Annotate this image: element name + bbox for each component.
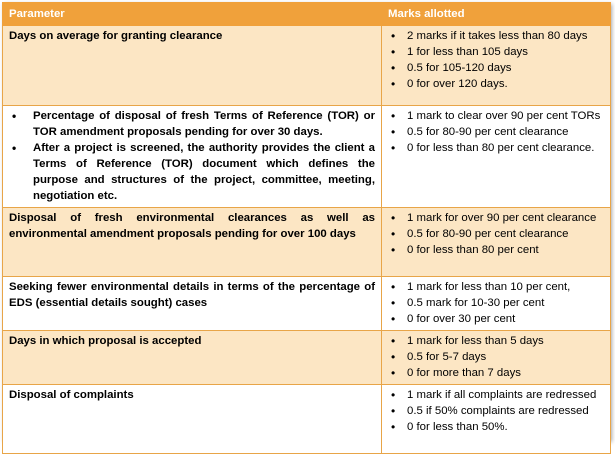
- parameter-cell: [3, 106, 382, 208]
- marks-list: [388, 210, 604, 258]
- parameter-cell: Disposal of complaints: [3, 385, 382, 454]
- marks-list: [388, 108, 604, 156]
- marks-item: • 0 for less than 50%.: [388, 419, 604, 435]
- marks-item: • 1 for less than 105 days: [388, 44, 604, 60]
- marks-item: • 0.5 mark for 10-30 per cent: [388, 295, 604, 311]
- marks-item: • 1 mark for over 90 per cent clearance: [388, 210, 604, 226]
- marks-cell: [382, 277, 611, 331]
- marks-item: • 0.5 if 50% complaints are redressed: [388, 403, 604, 419]
- parameter-cell: Days in which proposal is accepted: [3, 331, 382, 385]
- marks-cell: [382, 208, 611, 277]
- marks-item: • 0 for less than 80 per cent: [388, 242, 604, 258]
- marks-item: • 0 for over 30 per cent: [388, 311, 604, 327]
- table-row: [3, 331, 611, 385]
- parameter-item: • Percentage of disposal of fresh Terms of Reference (TOR) or TOR amendment proposals pending for over 30 days.: [9, 108, 375, 140]
- marks-cell: [382, 385, 611, 454]
- marks-list: [388, 279, 604, 327]
- parameter-item: • After a project is screened, the authority provides the client a Terms of Reference (TOR) document which defines the purpose and structures of the project, committee, meeting, negotiation etc.: [9, 140, 375, 204]
- table-row: [3, 106, 611, 208]
- marks-item: • 1 mark for less than 5 days: [388, 333, 604, 349]
- parameter-list: [9, 108, 375, 204]
- marks-cell: [382, 331, 611, 385]
- header-parameter: Parameter: [3, 3, 382, 26]
- marks-list: [388, 387, 604, 435]
- table-row: [3, 385, 611, 454]
- marks-item: • 1 mark to clear over 90 per cent TORs: [388, 108, 604, 124]
- parameter-cell: Seeking fewer environmental details in terms of the percentage of EDS (essential details sought) cases: [3, 277, 382, 331]
- marks-item: • 0 for more than 7 days: [388, 365, 604, 381]
- marks-item: • 0.5 for 80-90 per cent clearance: [388, 124, 604, 140]
- marks-item: • 2 marks if it takes less than 80 days: [388, 28, 604, 44]
- marks-list: [388, 333, 604, 381]
- marks-table-frame: [2, 2, 610, 440]
- marks-item: • 0 for less than 80 per cent clearance.: [388, 140, 604, 156]
- parameter-cell: Days on average for granting clearance: [3, 26, 382, 106]
- marks-table: [2, 2, 611, 454]
- table-row: [3, 26, 611, 106]
- marks-item: • 0.5 for 5-7 days: [388, 349, 604, 365]
- table-row: [3, 277, 611, 331]
- marks-item: • 1 mark if all complaints are redressed: [388, 387, 604, 403]
- header-marks-allotted: Marks allotted: [382, 3, 611, 26]
- marks-cell: [382, 106, 611, 208]
- marks-item: • 0 for over 120 days.: [388, 76, 604, 92]
- table-row: [3, 208, 611, 277]
- marks-item: • 0.5 for 80-90 per cent clearance: [388, 226, 604, 242]
- marks-item: • 0.5 for 105-120 days: [388, 60, 604, 76]
- marks-cell: [382, 26, 611, 106]
- table-header-row: [3, 3, 611, 26]
- parameter-cell: Disposal of fresh environmental clearances as well as environmental amendment proposals pending for over 100 days: [3, 208, 382, 277]
- marks-list: [388, 28, 604, 92]
- marks-item: • 1 mark for less than 10 per cent,: [388, 279, 604, 295]
